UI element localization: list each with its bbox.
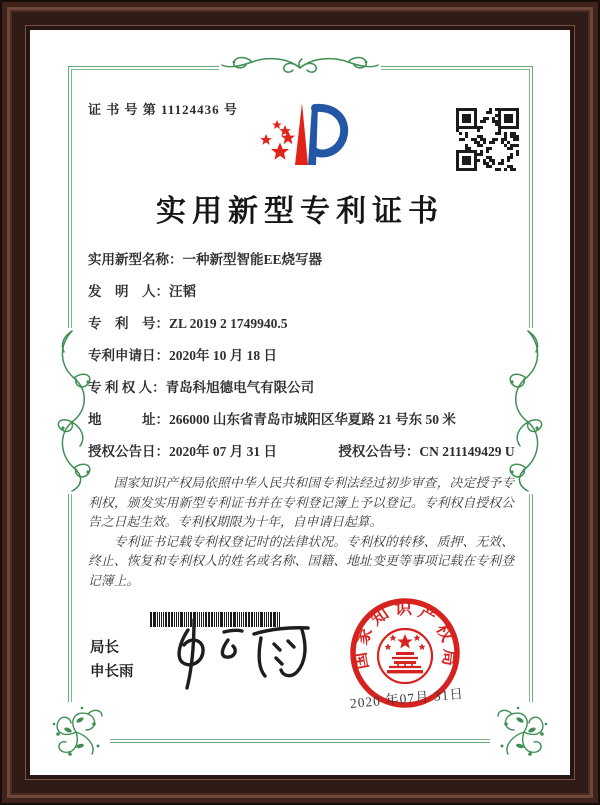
field-value: 青岛科旭德电气有限公司 (165, 380, 315, 395)
official-seal (319, 568, 491, 740)
field-row (88, 442, 520, 474)
certificate-title: 实用新型专利证书 (156, 195, 444, 228)
field-label: 实用新型名称： (88, 252, 183, 267)
field-label: 专 利 权 人： (88, 380, 166, 395)
field-value: 一种新型智能EE烧写器 (182, 252, 323, 267)
field-value: 266000 山东省青岛市城阳区华夏路 21 号东 50 米 (169, 412, 456, 427)
national-emblem-icon (378, 629, 432, 683)
border-flourish-top-icon (219, 53, 381, 81)
field-row (88, 250, 520, 282)
director-title: 局长 (90, 640, 119, 656)
border-floral-bottom-left-icon (46, 702, 110, 762)
field-value: CN 211149429 U (419, 444, 515, 459)
field-row (88, 282, 520, 314)
border-floral-bottom-right-icon (490, 702, 554, 762)
field-label: 专 利 号： (88, 316, 169, 331)
fields-list (88, 250, 520, 474)
director-name: 申长雨 (90, 664, 134, 680)
legal-paragraph-1: 国家知识产权局依照中华人民共和国专利法经过初步审查，决定授予专利权，颁发实用新型专利证书并在专利登记簿上予以登记。专利权自授权公告之日起生效。专利权期限为十年，自申请日起算。 (88, 476, 514, 529)
certificate-number: 证 书 号 第 11124436 号 (88, 102, 238, 117)
field-value: 2020年 07 月 31 日 (169, 444, 277, 459)
field-row (88, 410, 520, 442)
seal-date: 2020 年07月 31日 (349, 686, 465, 711)
field-label: 地 址： (88, 412, 169, 427)
field-label: 授权公告日： (88, 444, 169, 459)
cnipa-logo-icon (250, 94, 350, 180)
field-label: 专利申请日： (88, 348, 169, 363)
field-label: 发 明 人： (88, 284, 169, 299)
field-pair (338, 444, 514, 459)
seal-ring-text: 国家知识产权局 (350, 598, 460, 671)
field-value: 汪韬 (169, 284, 196, 299)
qr-code (456, 108, 519, 171)
field-row (88, 346, 520, 378)
field-row (88, 314, 520, 346)
director-signature-icon (158, 614, 323, 696)
field-value: ZL 2019 2 1749940.5 (169, 316, 288, 331)
field-label: 授权公告号： (338, 444, 420, 459)
legal-paragraph-2: 专利证书记载专利权登记时的法律状况。专利权的转移、质押、无效、终止、恢复和专利权人的姓名或名称、国籍、地址变更等事项记载在专利登记簿上。 (88, 534, 514, 588)
field-value: 2020年 10 月 18 日 (169, 348, 277, 363)
director-block (90, 636, 134, 684)
field-row (88, 378, 520, 410)
field-pair (88, 444, 280, 459)
